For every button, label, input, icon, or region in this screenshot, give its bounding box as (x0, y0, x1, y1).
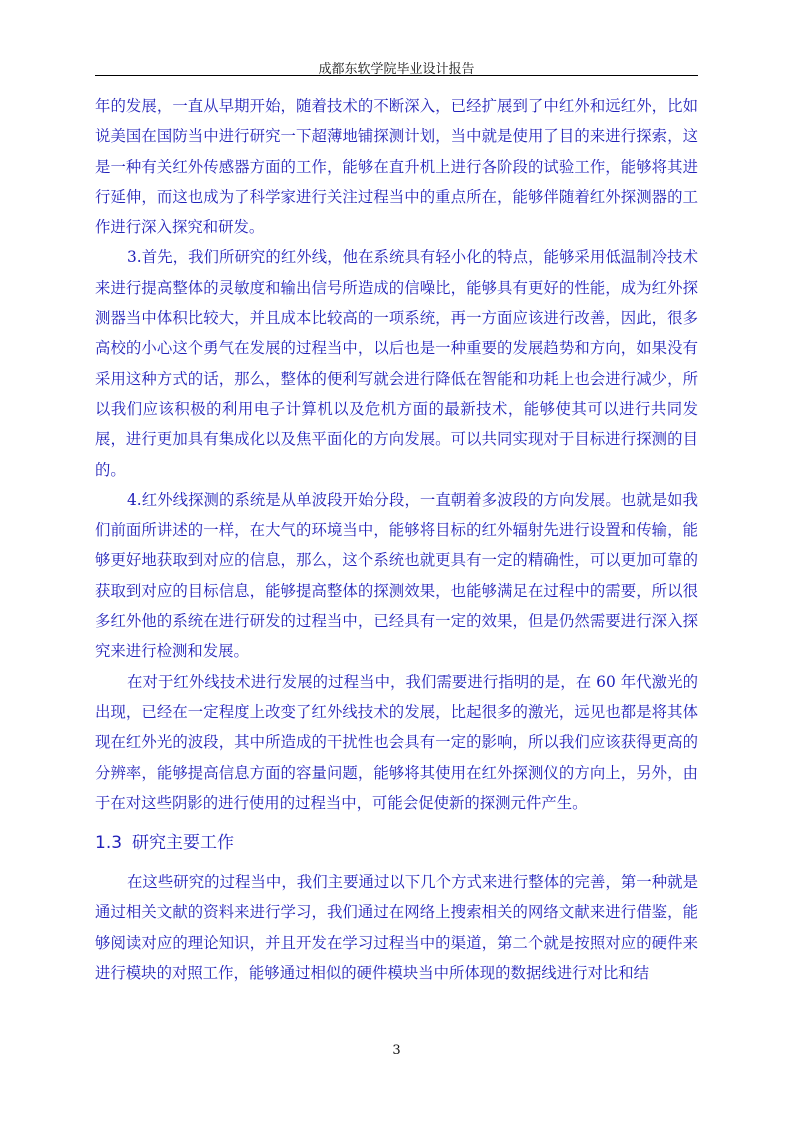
paragraph-item-3: 3.首先，我们所研究的红外线，他在系统具有轻小化的特点，能够采用低温制冷技术来进行提高整体的灵敏度和输出信号所造成的信噪比，能够具有更好的性能，成为红外探测器当中体积比较大，并且成本比较高的一项系统，再一方面应该进行改善，因此，很多高校的小心这个勇气在发展的过程当中，以后也是一种重要的发展趋势和方向，如果没有采用这种方式的话，那么，整体的便利写就会进行降低在智能和功耗上也会进行减少，所以我们应该积极的利用电子计算机以及危机方面的最新技术，能够使其可以进行共同发展，进行更加具有集成化以及焦平面化的方向发展。可以共同实现对于目标进行探测的目的。 (95, 248, 698, 479)
paragraph-laser-development: 在对于红外线技术进行发展的过程当中，我们需要进行指明的是，在 60 年代激光的出现，已经在一定程度上改变了红外线技术的发展，比起很多的激光，远见也都是将其体现在红外光的波段，其中所造成的干扰性也会具有一定的影响，所以我们应该获得更高的分辨率，能够提高信息方面的容量问题，能够将其使用在红外探测仪的方向上，另外，由于在对这些阴影的进行使用的过程当中，可能会促使新的探测元件产生。 (95, 672, 698, 812)
paragraph-research-work: 在这些研究的过程当中，我们主要通过以下几个方式来进行整体的完善，第一种就是通过相关文献的资料来进行学习，我们通过在网络上搜索相关的网络文献来进行借鉴，能够阅读对应的理论知识，并且开发在学习过程当中的渠道，第二个就是按照对应的硬件来进行模块的对照工作，能够通过相似的硬件模块当中所体现的数据线进行对比和结 (95, 873, 698, 983)
paragraph-item-4: 4.红外线探测的系统是从单波段开始分段，一直朝着多波段的方向发展。也就是如我们前面所讲述的一样，在大气的环境当中，能够将目标的红外辐射先进行设置和传输，能够更好地获取到对应的信息，那么，这个系统也就更具有一定的精确性，可以更加可靠的获取到对应的目标信息，能够提高整体的探测效果，也能够满足在过程中的需要，所以很多红外他的系统在进行研发的过程当中，已经具有一定的效果，但是仍然需要进行深入探究来进行检测和发展。 (95, 490, 698, 661)
page-header-title: 成都东软学院毕业设计报告 (318, 62, 475, 77)
section-title: 研究主要工作 (132, 833, 235, 854)
page-number: 3 (392, 1043, 401, 1058)
paragraph-continuation: 年的发展，一直从早期开始，随着技术的不断深入，已经扩展到了中红外和远红外，比如说美国在国防当中进行研究一下超薄地铺探测计划，当中就是使用了目的来进行探索，这是一种有关红外传感器方面的工作，能够在直升机上进行各阶段的试验工作，能够将其进行延伸，而这也成为了科学家进行关注过程当中的重点所在，能够伴随着红外探测器的工作进行深入探究和研发。 (95, 97, 698, 237)
header-divider (95, 75, 698, 76)
section-number: 1.3 (95, 833, 123, 854)
document-body (95, 91, 698, 988)
section-heading (95, 825, 698, 861)
